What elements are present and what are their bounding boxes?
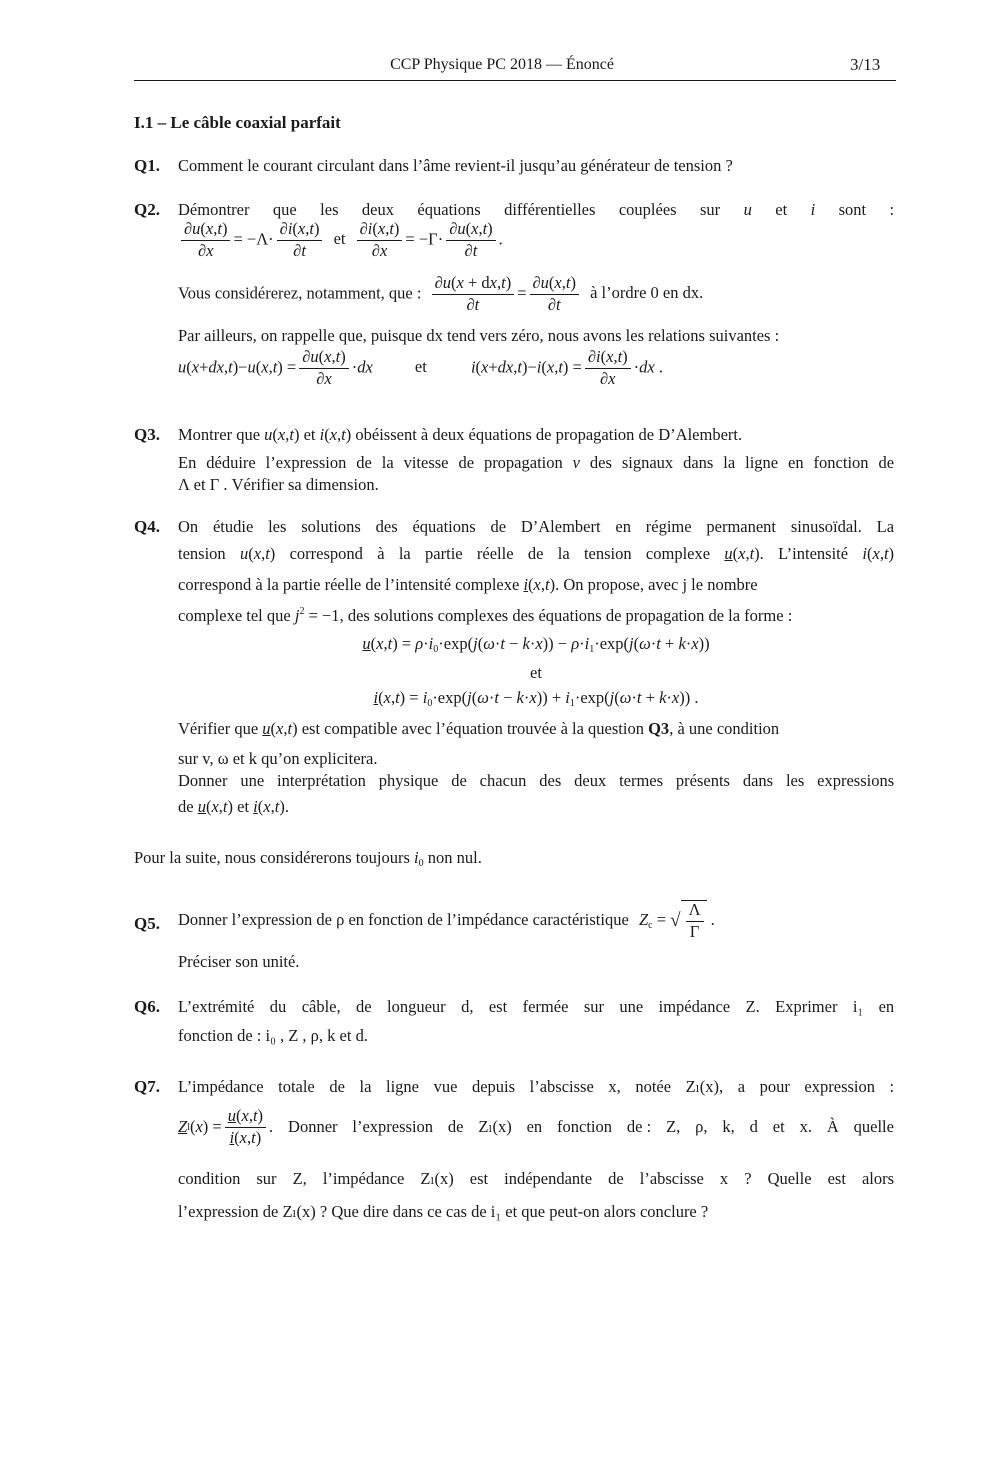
- section-title: I.1 – Le câble coaxial parfait: [134, 113, 341, 132]
- page-number: 3/13: [850, 55, 881, 74]
- q4-line9: sur v, ω et k qu’on explicitera.: [178, 749, 378, 768]
- q7-label: Q7.: [134, 1077, 160, 1096]
- q4-eq-i: $i(x,t) = i_0\cdot\exp(j(\omega\cdot t - k\cdot x)) + i_1\cdot\exp(j(\omega\cdot t + k\cdot x))$ .: [373, 688, 699, 709]
- intermission-text: Pour la suite, nous considérerons toujours $i_0$ non nul.: [134, 848, 482, 869]
- q7-line1: L’impédance totale de la ligne vue depuis l’abscisse x, notée Zₗ(x), a pour expression :: [178, 1077, 895, 1096]
- q3-label: Q3.: [134, 425, 160, 444]
- q4-line2: tension u(x,t) correspond à la partie réelle de la tension complexe u(x,t). L’intensité i(x,t): [178, 544, 895, 563]
- q7-line4: l’expression de Zₗ(x) ? Que dire dans ce cas de i₁ et que peut-on alors conclure ?: [178, 1202, 709, 1221]
- q6-line2: fonction de : i₀ , Z , ρ, k et d.: [178, 1026, 368, 1045]
- q4-line11: de u(x,t) et i(x,t).: [178, 797, 289, 816]
- q6-label: Q6.: [134, 997, 160, 1016]
- header-rule: [134, 80, 896, 81]
- q4-line4: complexe tel que $j^2 = -1$, des solutions complexes des équations de propagation de la forme :: [178, 606, 793, 625]
- page-header-title: CCP Physique PC 2018 — Énoncé: [390, 56, 614, 73]
- q4-eq-u: $u(x,t) = \rho\cdot i_0\cdot\exp(j(\omega\cdot t - k\cdot x)) - \rho\cdot i_1\cdot\exp(j(\omega\cdot t + k\cdot x))$: [362, 634, 710, 655]
- q5-label: Q5.: [134, 914, 160, 933]
- q7-line3: condition sur Z, l’impédance Zₗ(x) est indépendante de l’abscisse x ? Quelle est alors: [178, 1169, 895, 1188]
- q2-label: Q2.: [134, 200, 160, 219]
- q6-line1: L’extrémité du câble, de longueur d, est fermée sur une impédance Z. Exprimer i₁ en: [178, 997, 895, 1016]
- q3-line3: Λ et Γ . Vérifier sa dimension.: [178, 475, 379, 494]
- q2-line3: Vous considérerez, notamment, que : $\frac{\partial u(x + dx,t)}{\partial t}$ = $\frac{\partial u(x,t)}{\partial t}$ à l’ordre 0 en dx.: [178, 273, 704, 314]
- q3-line1: Montrer que u(x,t) et i(x,t) obéissent à deux équations de propagation de D’Alembert.: [178, 425, 743, 444]
- q2-equations: $\frac{\partial u(x,t)}{\partial x}$ = −Λ· $\frac{\partial i(x,t)}{\partial t}$ et $\frac{\partial i(x,t)}{\partial x}$ = −Γ· $\frac{\partial u(x,t)}{\partial t}$ .: [178, 220, 503, 261]
- q5-line1: Donner l’expression de ρ en fonction de l’impédance caractéristique $Z_c$ = √ $\frac{\Lambda}{\Gamma}$ .: [178, 900, 715, 941]
- q7-line2: Z l ( x ) = $\frac{u(x,t)}{i(x,t)}$ . Donner l’expression de Zₗ(x) en fonction de : Z, ρ, k, d et x. À quelle: [178, 1106, 894, 1147]
- q1-label: Q1.: [134, 156, 160, 175]
- q5-line2: Préciser son unité.: [178, 952, 300, 971]
- q1-text: Comment le courant circulant dans l’âme revient-il jusqu’au générateur de tension ?: [178, 156, 733, 175]
- q4-line1: On étudie les solutions des équations de D’Alembert en régime permanent sinusoïdal. La: [178, 517, 895, 536]
- q4-line8: Vérifier que u(x,t) est compatible avec l’équation trouvée à la question Q3, à une condition: [178, 719, 780, 738]
- q2-line1: Démontrer que les deux équations différentielles couplées sur u et i sont :: [178, 200, 895, 219]
- q4-et: et: [530, 663, 542, 682]
- q2-relations: u(x+dx,t)−u(x,t) = $\frac{\partial u(x,t)}{\partial x}$ ·dx et i(x+dx,t)−i(x,t) = $\frac{\partial i(x,t)}{\partial x}$ ·dx .: [178, 347, 663, 388]
- q4-label: Q4.: [134, 517, 160, 536]
- q3-line2: En déduire l’expression de la vitesse de propagation v des signaux dans la ligne en fonction de: [178, 453, 895, 472]
- q4-line3: correspond à la partie réelle de l’intensité complexe i(x,t). On propose, avec j le nombre: [178, 575, 758, 594]
- q4-line10: Donner une interprétation physique de chacun des deux termes présents dans les expressions: [178, 771, 895, 790]
- q2-line4: Par ailleurs, on rappelle que, puisque dx tend vers zéro, nous avons les relations suivantes :: [178, 326, 780, 345]
